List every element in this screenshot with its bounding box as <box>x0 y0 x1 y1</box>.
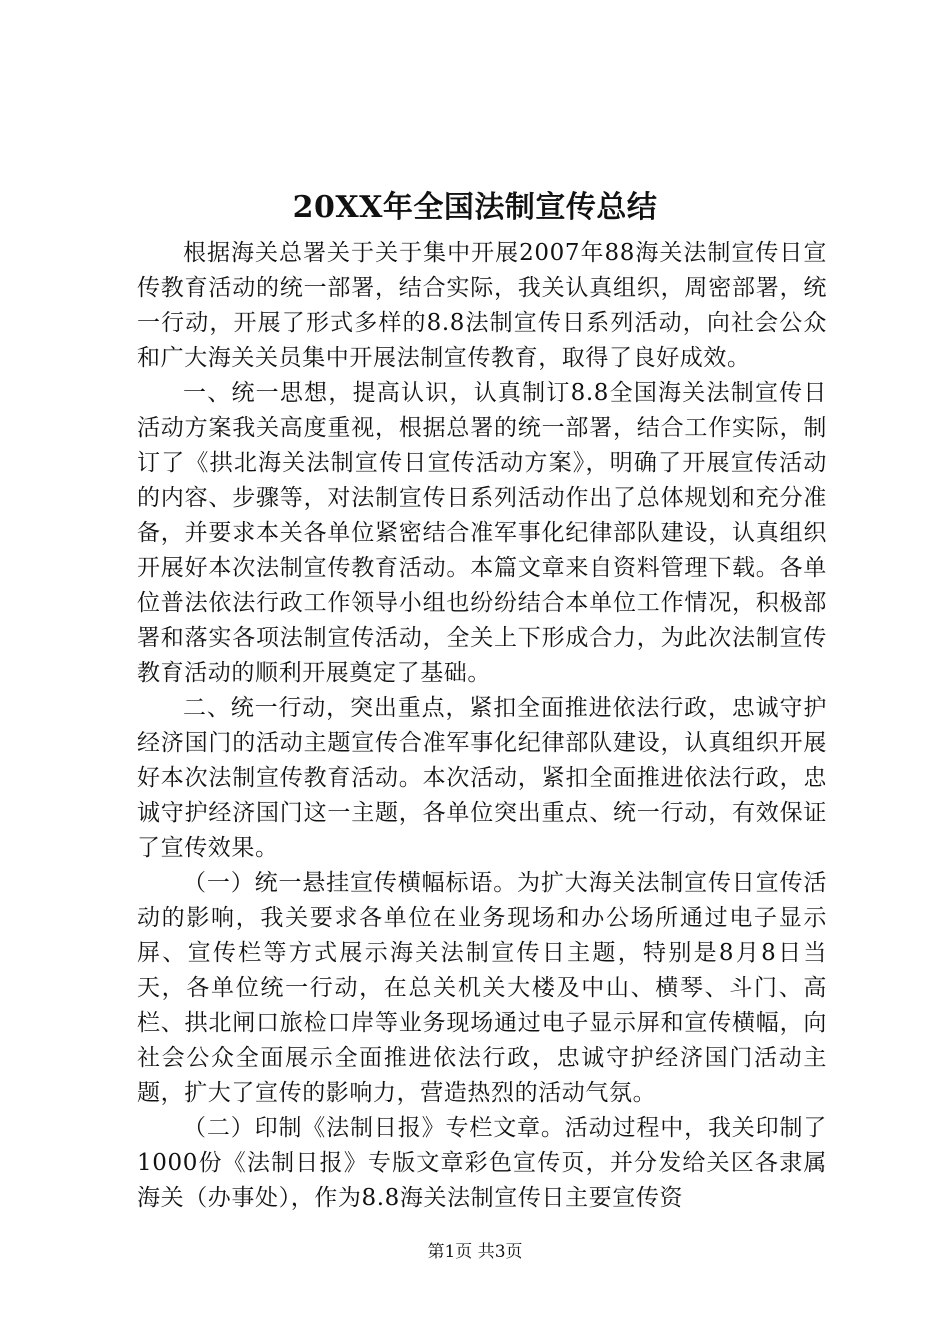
page-footer: 第1页 共3页 <box>427 1242 523 1262</box>
document-title: 20XX年全国法制宣传总结 <box>292 190 658 225</box>
paragraph-intro: 根据海关总署关于关于集中开展2007年88海关法制宣传日宣传教育活动的统一部署，结合实际，我关认真组织，周密部署，统一行动，开展了形式多样的8.8法制宣传日系列活动，向社会公众和广大海关关员集中开展法制宣传教育，取得了良好成效。 <box>137 240 827 371</box>
document-body <box>137 236 827 1216</box>
paragraph-subsection-1: （一）统一悬挂宣传横幅标语。为扩大海关法制宣传日宣传活动的影响，我关要求各单位在业务现场和办公场所通过电子显示屏、宣传栏等方式展示海关法制宣传日主题，特别是8月8日当天，各单位统一行动，在总关机关大楼及中山、横琴、斗门、高栏、拱北闸口旅检口岸等业务现场通过电子显示屏和宣传横幅，向社会公众全面展示全面推进依法行政，忠诚守护经济国门活动主题，扩大了宣传的影响力，营造热烈的活动气氛。 <box>137 870 827 1106</box>
paragraph-subsection-2: （二）印制《法制日报》专栏文章。活动过程中，我关印制了1000份《法制日报》专版文章彩色宣传页，并分发给关区各隶属海关（办事处），作为8.8海关法制宣传日主要宣传资 <box>137 1115 827 1211</box>
paragraph-section-1: 一、统一思想，提高认识，认真制订8.8全国海关法制宣传日活动方案我关高度重视，根据总署的统一部署，结合工作实际，制订了《拱北海关法制宣传日宣传活动方案》，明确了开展宣传活动的内容、步骤等，对法制宣传日系列活动作出了总体规划和充分准备，并要求本关各单位紧密结合准军事化纪律部队建设，认真组织开展好本次法制宣传教育活动。本篇文章来自资料管理下载。各单位普法依法行政工作领导小组也纷纷结合本单位工作情况，积极部署和落实各项法制宣传活动，全关上下形成合力，为此次法制宣传教育活动的顺利开展奠定了基础。 <box>137 380 827 686</box>
paragraph-section-2: 二、统一行动，突出重点，紧扣全面推进依法行政，忠诚守护经济国门的活动主题宣传合准军事化纪律部队建设，认真组织开展好本次法制宣传教育活动。本次活动，紧扣全面推进依法行政，忠诚守护经济国门这一主题，各单位突出重点、统一行动，有效保证了宣传效果。 <box>137 695 827 861</box>
